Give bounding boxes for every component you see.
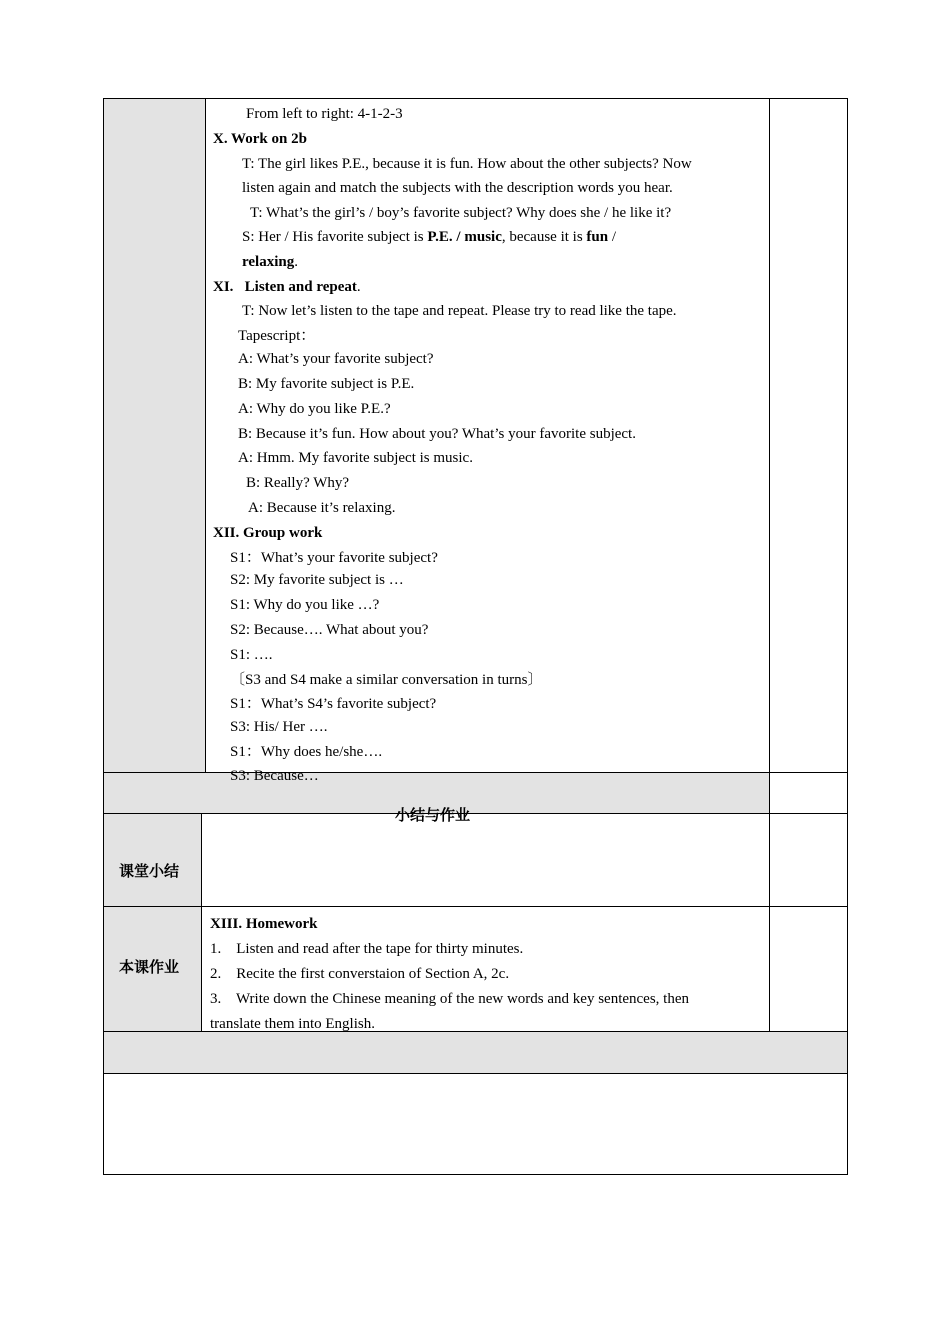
left-column-cell [104, 99, 205, 772]
process-line [238, 350, 434, 368]
homework-text-run: translate them into English. [210, 1016, 375, 1032]
summary-label: 课堂小结 [119, 862, 180, 880]
homework-label: 本课作业 [119, 958, 180, 976]
process-text-run: . [356, 279, 361, 295]
homework-text-run: 2. Recite the first converstaion of Section A, 2c. [210, 966, 510, 982]
process-text-run: S3: His/ Her …. [230, 719, 328, 735]
process-text-run: T: The girl likes P.E., because it is fun. How about the other subjects? Now [242, 156, 692, 172]
process-text-run: A: Because it’s relaxing. [248, 500, 396, 516]
homework-line [210, 965, 509, 983]
process-text-run: B: Because it’s fun. How about you? What’s your favorite subject. [238, 426, 636, 442]
process-text-run: S2: Because…. What about you? [230, 622, 429, 638]
process-text-run: Tapescript： [238, 328, 316, 344]
process-text-run: S1：Why does he/she…. [230, 744, 383, 760]
process-text-run: X. Work on 2b [213, 131, 307, 147]
process-text-run: XI. [213, 279, 234, 295]
process-text-run: listen again and match the subjects with the description words you hear. [242, 180, 673, 196]
process-line [230, 767, 319, 785]
process-line [230, 621, 428, 639]
process-line [248, 499, 395, 517]
homework-text-run: 3. Write down the Chinese meaning of the new words and key sentences, then [210, 991, 689, 1007]
process-text-run: T: What’s the girl’s / boy’s favorite subject? Why does she / he like it? [250, 205, 672, 221]
homework-line [210, 1015, 375, 1033]
process-line [230, 671, 542, 689]
process-text-run: A: Hmm. My favorite subject is music. [238, 450, 473, 466]
process-text-run: XII. Group work [213, 525, 323, 541]
process-text-run: S1: …. [230, 647, 273, 663]
process-text-run: music [464, 229, 502, 245]
process-line [242, 253, 298, 271]
process-text-run: S2: My favorite subject is … [230, 572, 404, 588]
process-line [242, 179, 673, 197]
process-line [230, 549, 438, 567]
homework-text-run: 1. Listen and read after the tape for thirty minutes. [210, 941, 524, 957]
process-line [230, 596, 379, 614]
process-text-run: S1: Why do you like …? [230, 597, 380, 613]
process-line [242, 228, 616, 246]
process-line [242, 302, 677, 320]
process-text-run: T: Now let’s listen to the tape and repeat. Please try to read like the tape. [242, 303, 677, 319]
process-line [230, 571, 404, 589]
process-line [246, 105, 403, 123]
process-text-run: / [608, 229, 617, 245]
process-text-run: From left to right: 4-1-2-3 [246, 106, 403, 122]
process-text-run: A: Why do you like P.E.? [238, 401, 391, 417]
process-line [238, 425, 636, 443]
process-line [230, 743, 382, 761]
process-text-run: fun [586, 229, 609, 245]
process-text-run: S: Her / His favorite subject is [242, 229, 428, 245]
process-line [238, 327, 315, 345]
process-text-run: B: Really? Why? [246, 475, 350, 491]
summary-label-cell [104, 813, 201, 906]
process-line [246, 474, 349, 492]
process-line [213, 524, 322, 542]
process-line [230, 695, 436, 713]
process-line [213, 130, 307, 148]
process-text-run [233, 279, 244, 295]
process-text-run: . [294, 254, 298, 270]
homework-text-run: XIII. Homework [210, 916, 318, 932]
process-line [230, 718, 328, 736]
process-text-run: , because it is [501, 229, 587, 245]
process-text-run: P.E. / [427, 229, 461, 245]
summary-header: 小结与作业 [395, 806, 471, 824]
process-line [242, 155, 692, 173]
process-line [213, 278, 361, 296]
homework-line [210, 990, 689, 1008]
process-text-run: S3: Because… [230, 768, 319, 784]
homework-line [210, 915, 318, 933]
process-line [238, 375, 414, 393]
process-line [250, 204, 671, 222]
bottom-gray-band [104, 1031, 847, 1073]
process-text-run: B: My favorite subject is P.E. [238, 376, 415, 392]
process-text-run: 〔S3 and S4 make a similar conversation in turns〕 [230, 672, 543, 688]
process-text-run: Listen and repeat [244, 279, 357, 295]
process-text-run: A: What’s your favorite subject? [238, 351, 434, 367]
process-text-run: relaxing [242, 254, 295, 270]
process-text-run: S1：What’s S4’s favorite subject? [230, 696, 437, 712]
process-text-run: S1：What’s your favorite subject? [230, 550, 438, 566]
process-line [238, 449, 473, 467]
process-line [230, 646, 273, 664]
homework-line [210, 940, 523, 958]
process-line [238, 400, 391, 418]
